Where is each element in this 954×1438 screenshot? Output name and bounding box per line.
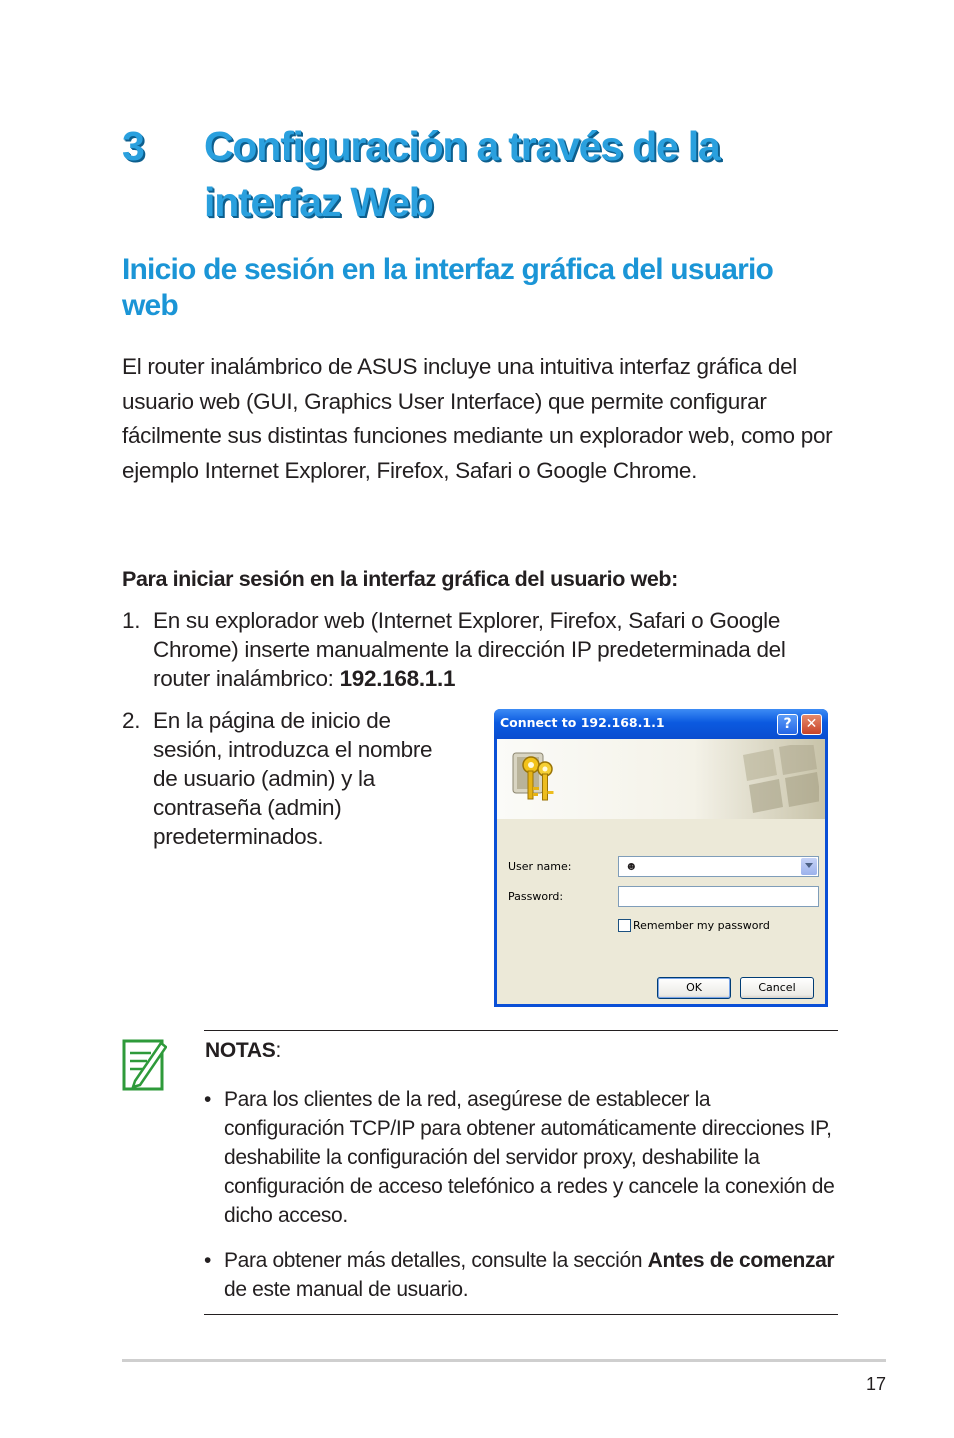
- login-dialog: [494, 709, 828, 1007]
- dialog-title: Connect to 192.168.1.1: [500, 715, 665, 730]
- bullet-text: Para los clientes de la red, asegúrese de establecer la configuración TCP/IP para obtener automáticamente direcciones IP, deshabilite la configuración del servidor proxy, deshabilite la configuración de acceso telefónico a redes y cancele la conexión de dicho acceso.: [224, 1088, 835, 1227]
- step-text: En la página de inicio de sesión, introduzca el nombre de usuario (admin) y la contraseña (admin) predeterminados.: [153, 708, 433, 849]
- step-number: 2.: [122, 708, 141, 733]
- note-bullet-2: [204, 1246, 838, 1308]
- help-button[interactable]: ?: [777, 714, 798, 735]
- dialog-titlebar: [494, 709, 828, 739]
- step-number: 1.: [122, 608, 141, 633]
- intro-paragraph: El router inalámbrico de ASUS incluye una intuitiva interfaz gráfica del usuario web (GUI, Graphics User Interface) que permite configurar fácilmente sus distintas funciones mediante un explorador web, como por ejemplo Internet Explorer, Firefox, Safari o Google Chrome.: [122, 354, 833, 483]
- note-heading: NOTAS:: [205, 1039, 281, 1062]
- step-2: [122, 706, 462, 856]
- remember-password-label: Remember my password: [633, 919, 770, 932]
- procedure-title: Para iniciar sesión en la interfaz gráfica del usuario web:: [122, 567, 678, 591]
- section-title: Inicio de sesión en la interfaz gráfica del usuario web: [122, 253, 774, 322]
- page-number: 17: [865, 1374, 886, 1394]
- note-bullet-1: [204, 1085, 838, 1235]
- note-pencil-icon: [121, 1035, 167, 1093]
- remember-password-checkbox[interactable]: [618, 919, 631, 932]
- user-name-combobox[interactable]: [618, 856, 819, 877]
- windows-logo-watermark-icon: [733, 745, 819, 813]
- step-1: [122, 606, 852, 696]
- note-bottom-rule: [204, 1314, 838, 1315]
- dialog-banner: [497, 739, 825, 819]
- close-button[interactable]: ✕: [801, 714, 822, 735]
- user-avatar-icon: ☻: [625, 859, 638, 873]
- keys-icon: [511, 749, 561, 805]
- ip-address: 192.168.1.1: [339, 666, 456, 691]
- chapter-number: 3: [122, 123, 144, 169]
- password-label: Password:: [508, 890, 564, 903]
- note-top-rule: [204, 1030, 838, 1031]
- user-name-label: User name:: [508, 860, 572, 873]
- step-text: En su explorador web (Internet Explorer, Firefox, Safari o Google Chrome) inserte manualmente la dirección IP predeterminada del router inalámbrico: 192.168.1.1: [153, 608, 786, 691]
- ok-button[interactable]: OK: [657, 977, 731, 999]
- dialog-body: [497, 739, 825, 1004]
- chevron-down-icon[interactable]: [801, 858, 817, 875]
- bullet-text: Para obtener más detalles, consulte la sección Antes de comenzar de este manual de usuario.: [224, 1249, 835, 1301]
- bullet-dot: •: [204, 1088, 212, 1111]
- manual-section-reference: Antes de comenzar: [647, 1249, 835, 1272]
- cancel-button[interactable]: Cancel: [740, 977, 814, 999]
- password-field[interactable]: [618, 886, 819, 907]
- chapter-title: Configuración a través de la interfaz Web: [204, 123, 720, 225]
- footer-rule: [122, 1359, 886, 1362]
- bullet-dot: •: [204, 1249, 212, 1272]
